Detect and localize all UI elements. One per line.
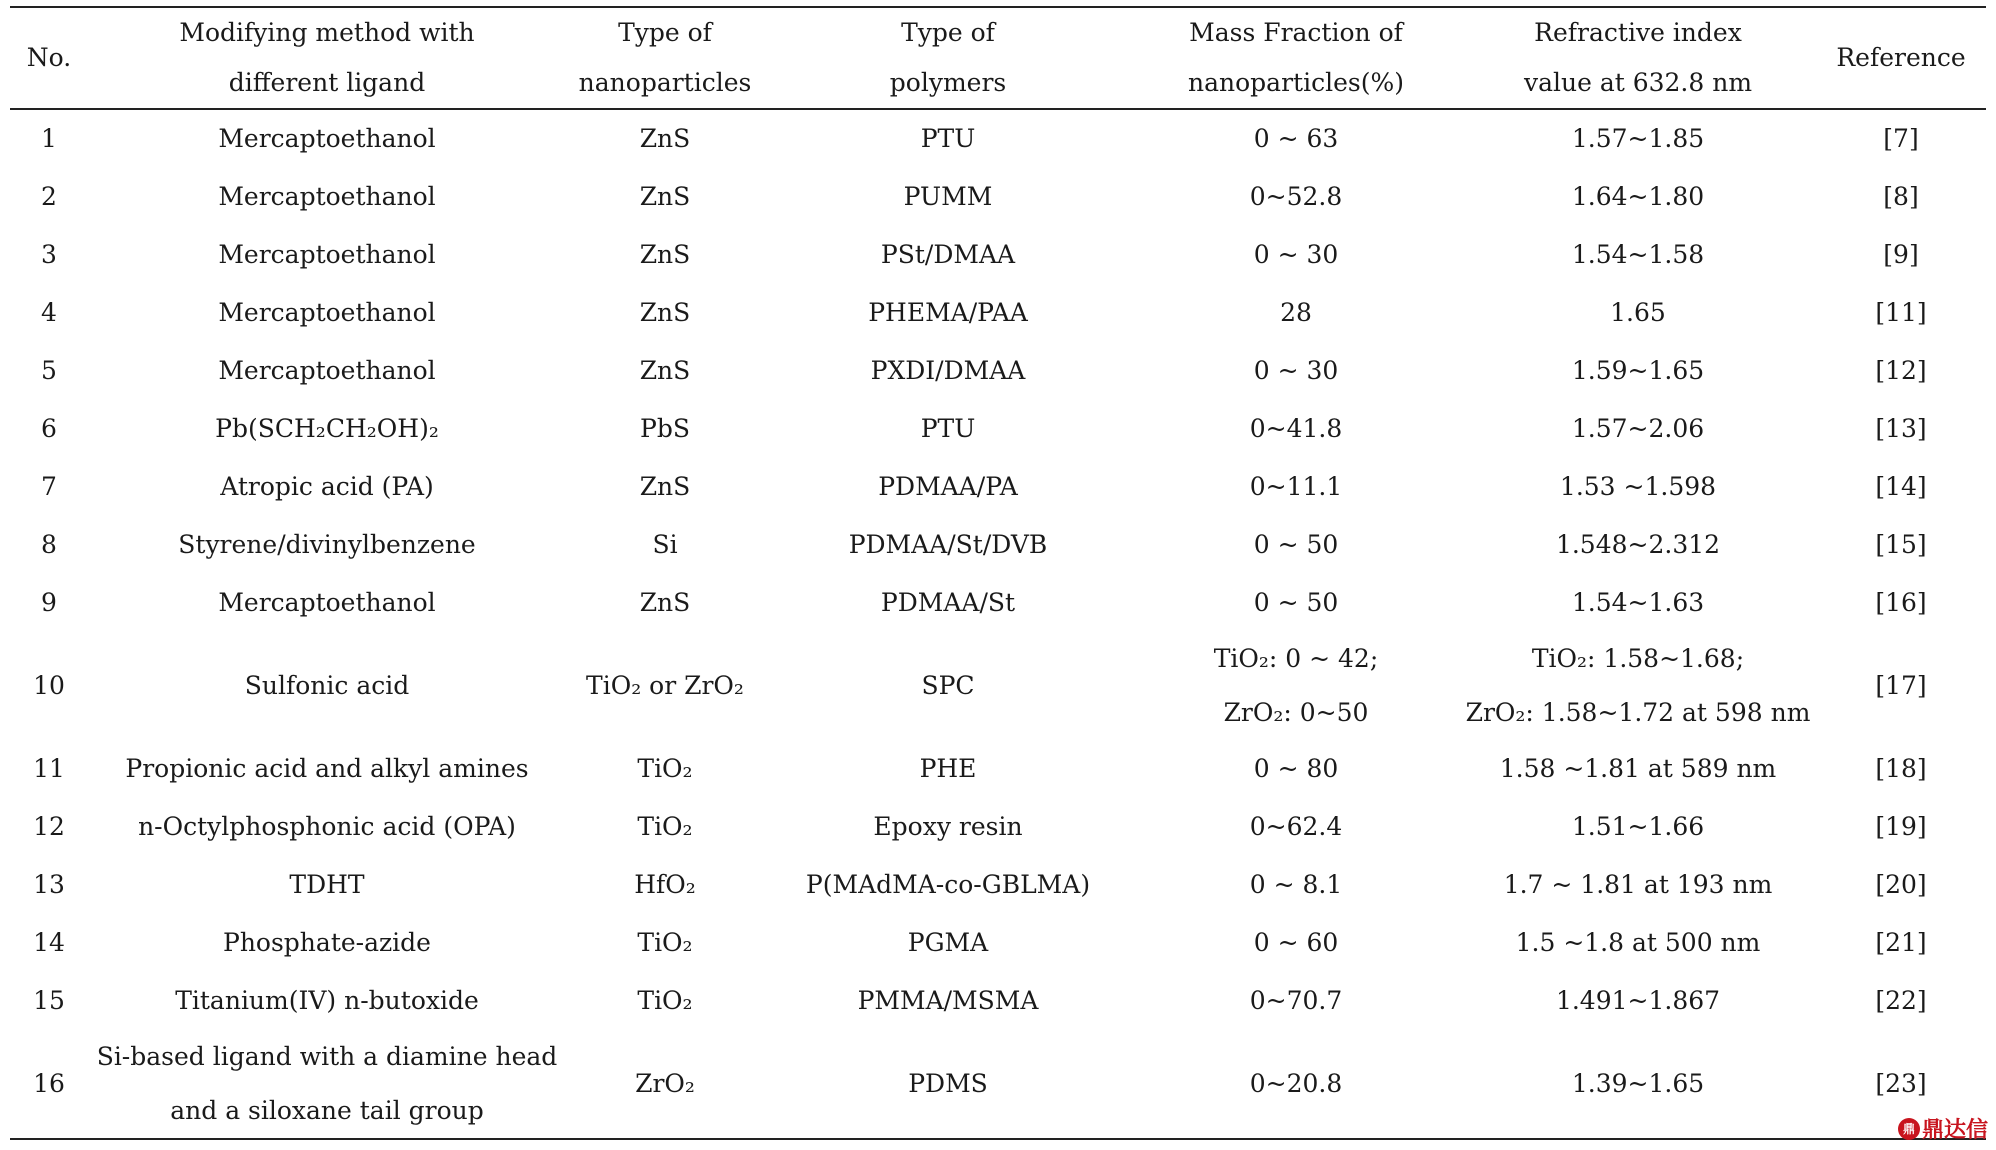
cell-polymer-type-line: PDMAA/St/DVB bbox=[848, 530, 1048, 559]
cell-polymer-type-line: P(MAdMA-co-GBLMA) bbox=[805, 870, 1091, 899]
cell-no: 8 bbox=[41, 530, 57, 559]
header-mass-fraction-line: nanoparticles(%) bbox=[1188, 68, 1404, 97]
cell-modifying-method-line: Sulfonic acid bbox=[244, 671, 410, 700]
cell-modifying-method bbox=[88, 109, 566, 168]
cell-polymer-type-line: PHEMA/PAA bbox=[868, 298, 1028, 327]
cell-polymer-type-line: PUMM bbox=[903, 182, 993, 211]
cell-modifying-method bbox=[88, 856, 566, 914]
table-row bbox=[10, 1030, 1986, 1139]
cell-no: 13 bbox=[33, 870, 65, 899]
cell-refractive-index bbox=[1460, 168, 1816, 226]
header-nanoparticle-type bbox=[566, 7, 764, 109]
cell-polymer-type-line: PGMA bbox=[907, 928, 989, 957]
cell-nanoparticle-type-line: PbS bbox=[640, 414, 690, 443]
cell-nanoparticle-type-line: ZrO₂ bbox=[635, 1069, 695, 1098]
header-reference bbox=[1816, 7, 1986, 109]
cell-modifying-method-line: Mercaptoethanol bbox=[218, 182, 436, 211]
header-refractive-index-line: value at 632.8 nm bbox=[1523, 68, 1753, 97]
cell-mass-fraction-line: 0 ~ 30 bbox=[1253, 240, 1339, 269]
cell-reference: [8] bbox=[1883, 182, 1919, 211]
cell-modifying-method bbox=[88, 798, 566, 856]
cell-modifying-method bbox=[88, 574, 566, 632]
cell-mass-fraction bbox=[1132, 914, 1460, 972]
cell-reference: [13] bbox=[1875, 414, 1927, 443]
cell-modifying-method-line: and a siloxane tail group bbox=[170, 1096, 484, 1125]
cell-reference: [9] bbox=[1883, 240, 1919, 269]
cell-mass-fraction-line: 0 ~ 50 bbox=[1253, 588, 1339, 617]
cell-mass-fraction-line: ZrO₂: 0~50 bbox=[1223, 698, 1369, 727]
cell-nanoparticle-type-line: Si bbox=[652, 530, 678, 559]
cell-nanoparticle-type bbox=[566, 342, 764, 400]
cell-no: 15 bbox=[33, 986, 65, 1015]
cell-modifying-method bbox=[88, 632, 566, 740]
cell-modifying-method bbox=[88, 458, 566, 516]
header-polymer-type-line: polymers bbox=[889, 68, 1007, 97]
cell-polymer-type bbox=[764, 168, 1132, 226]
header-reference-line: Reference bbox=[1836, 43, 1966, 72]
cell-refractive-index-line: 1.491~1.867 bbox=[1555, 986, 1721, 1015]
header-nanoparticle-type-line: Type of bbox=[618, 18, 712, 47]
cell-modifying-method-line: Atropic acid (PA) bbox=[220, 472, 434, 501]
cell-modifying-method bbox=[88, 342, 566, 400]
cell-mass-fraction-line: 0~11.1 bbox=[1249, 472, 1343, 501]
cell-modifying-method-line: Si-based ligand with a diamine head bbox=[96, 1042, 558, 1071]
cell-refractive-index bbox=[1460, 109, 1816, 168]
cell-modifying-method bbox=[88, 1030, 566, 1139]
cell-refractive-index-line: 1.59~1.65 bbox=[1571, 356, 1705, 385]
cell-mass-fraction bbox=[1132, 856, 1460, 914]
cell-refractive-index bbox=[1460, 574, 1816, 632]
cell-modifying-method bbox=[88, 972, 566, 1030]
cell-refractive-index bbox=[1460, 284, 1816, 342]
cell-modifying-method-line: Mercaptoethanol bbox=[218, 124, 436, 153]
cell-polymer-type bbox=[764, 458, 1132, 516]
cell-mass-fraction-line: 0~41.8 bbox=[1249, 414, 1343, 443]
table-row bbox=[10, 342, 1986, 400]
cell-nanoparticle-type-line: TiO₂ or ZrO₂ bbox=[586, 671, 744, 700]
cell-mass-fraction-line: 0~70.7 bbox=[1249, 986, 1343, 1015]
cell-polymer-type bbox=[764, 516, 1132, 574]
header-polymer-type-line: Type of bbox=[901, 18, 995, 47]
cell-reference: [23] bbox=[1875, 1069, 1927, 1098]
cell-nanoparticle-type-line: TiO₂ bbox=[637, 928, 693, 957]
cell-polymer-type-line: PDMS bbox=[908, 1069, 988, 1098]
cell-modifying-method bbox=[88, 740, 566, 798]
table-row bbox=[10, 856, 1986, 914]
cell-polymer-type bbox=[764, 856, 1132, 914]
cell-mass-fraction-line: TiO₂: 0 ~ 42; bbox=[1213, 644, 1379, 673]
table-row bbox=[10, 168, 1986, 226]
header-nanoparticle-type-line: nanoparticles bbox=[578, 68, 752, 97]
cell-reference: [17] bbox=[1875, 671, 1927, 700]
cell-modifying-method bbox=[88, 516, 566, 574]
cell-refractive-index-line: 1.51~1.66 bbox=[1571, 812, 1705, 841]
cell-mass-fraction bbox=[1132, 342, 1460, 400]
cell-reference: [12] bbox=[1875, 356, 1927, 385]
cell-nanoparticle-type bbox=[566, 632, 764, 740]
header-refractive-index-line: Refractive index bbox=[1534, 18, 1742, 47]
cell-refractive-index-line: 1.7 ~ 1.81 at 193 nm bbox=[1503, 870, 1773, 899]
cell-no: 3 bbox=[41, 240, 57, 269]
watermark bbox=[1898, 1113, 1988, 1144]
cell-mass-fraction-line: 0~52.8 bbox=[1249, 182, 1343, 211]
cell-polymer-type-line: SPC bbox=[921, 671, 975, 700]
cell-mass-fraction bbox=[1132, 458, 1460, 516]
cell-no: 11 bbox=[33, 754, 65, 783]
cell-mass-fraction-line: 28 bbox=[1280, 298, 1312, 327]
cell-nanoparticle-type-line: ZnS bbox=[639, 588, 691, 617]
cell-mass-fraction bbox=[1132, 798, 1460, 856]
cell-refractive-index bbox=[1460, 226, 1816, 284]
cell-modifying-method-line: Pb(SCH₂CH₂OH)₂ bbox=[215, 414, 439, 443]
cell-mass-fraction bbox=[1132, 516, 1460, 574]
cell-polymer-type bbox=[764, 342, 1132, 400]
cell-polymer-type-line: PDMAA/PA bbox=[878, 472, 1018, 501]
cell-polymer-type bbox=[764, 632, 1132, 740]
table-header-row bbox=[10, 7, 1986, 109]
cell-mass-fraction bbox=[1132, 740, 1460, 798]
cell-mass-fraction bbox=[1132, 972, 1460, 1030]
cell-polymer-type bbox=[764, 574, 1132, 632]
table-row bbox=[10, 632, 1986, 740]
header-no bbox=[10, 7, 88, 109]
cell-nanoparticle-type bbox=[566, 400, 764, 458]
cell-no: 9 bbox=[41, 588, 57, 617]
header-modifying-method-line: Modifying method with bbox=[179, 18, 475, 47]
cell-refractive-index bbox=[1460, 516, 1816, 574]
cell-refractive-index bbox=[1460, 342, 1816, 400]
cell-polymer-type bbox=[764, 972, 1132, 1030]
watermark-text: 鼎达信 bbox=[1921, 1118, 1988, 1143]
cell-mass-fraction bbox=[1132, 109, 1460, 168]
cell-polymer-type-line: PTU bbox=[920, 124, 976, 153]
cell-polymer-type bbox=[764, 226, 1132, 284]
cell-modifying-method-line: Mercaptoethanol bbox=[218, 588, 436, 617]
cell-polymer-type bbox=[764, 109, 1132, 168]
cell-polymer-type bbox=[764, 400, 1132, 458]
cell-nanoparticle-type bbox=[566, 458, 764, 516]
cell-modifying-method-line: Styrene/divinylbenzene bbox=[178, 530, 476, 559]
cell-nanoparticle-type bbox=[566, 740, 764, 798]
cell-polymer-type bbox=[764, 1030, 1132, 1139]
cell-reference: [19] bbox=[1875, 812, 1927, 841]
cell-modifying-method-line: Phosphate-azide bbox=[223, 928, 431, 957]
cell-modifying-method-line: Mercaptoethanol bbox=[218, 240, 436, 269]
cell-modifying-method-line: Mercaptoethanol bbox=[218, 298, 436, 327]
cell-modifying-method bbox=[88, 168, 566, 226]
cell-no: 7 bbox=[41, 472, 57, 501]
cell-refractive-index-line: TiO₂: 1.58~1.68; bbox=[1531, 644, 1745, 673]
cell-nanoparticle-type bbox=[566, 284, 764, 342]
cell-nanoparticle-type-line: HfO₂ bbox=[634, 870, 696, 899]
cell-no: 6 bbox=[41, 414, 57, 443]
cell-reference: [15] bbox=[1875, 530, 1927, 559]
cell-nanoparticle-type-line: ZnS bbox=[639, 356, 691, 385]
cell-mass-fraction-line: 0 ~ 8.1 bbox=[1249, 870, 1343, 899]
cell-refractive-index bbox=[1460, 458, 1816, 516]
cell-nanoparticle-type-line: ZnS bbox=[639, 472, 691, 501]
cell-refractive-index bbox=[1460, 740, 1816, 798]
header-mass-fraction-line: Mass Fraction of bbox=[1189, 18, 1403, 47]
cell-no: 10 bbox=[33, 671, 65, 700]
cell-no: 14 bbox=[33, 928, 65, 957]
cell-nanoparticle-type-line: ZnS bbox=[639, 298, 691, 327]
cell-polymer-type bbox=[764, 914, 1132, 972]
cell-nanoparticle-type bbox=[566, 856, 764, 914]
cell-refractive-index-line: ZrO₂: 1.58~1.72 at 598 nm bbox=[1465, 698, 1811, 727]
cell-nanoparticle-type bbox=[566, 914, 764, 972]
table-row bbox=[10, 574, 1986, 632]
cell-modifying-method-line: Propionic acid and alkyl amines bbox=[125, 754, 529, 783]
cell-no: 4 bbox=[41, 298, 57, 327]
cell-polymer-type-line: PSt/DMAA bbox=[880, 240, 1016, 269]
cell-modifying-method bbox=[88, 284, 566, 342]
header-modifying-method bbox=[88, 7, 566, 109]
cell-refractive-index-line: 1.57~2.06 bbox=[1571, 414, 1705, 443]
cell-nanoparticle-type-line: ZnS bbox=[639, 182, 691, 211]
cell-nanoparticle-type-line: TiO₂ bbox=[637, 754, 693, 783]
header-mass-fraction bbox=[1132, 7, 1460, 109]
cell-reference: [7] bbox=[1883, 124, 1919, 153]
cell-mass-fraction bbox=[1132, 1030, 1460, 1139]
cell-modifying-method-line: TDHT bbox=[289, 870, 365, 899]
cell-mass-fraction bbox=[1132, 168, 1460, 226]
cell-polymer-type bbox=[764, 740, 1132, 798]
cell-polymer-type-line: PMMA/MSMA bbox=[857, 986, 1039, 1015]
cell-refractive-index-line: 1.65 bbox=[1610, 298, 1666, 327]
cell-mass-fraction-line: 0 ~ 30 bbox=[1253, 356, 1339, 385]
header-polymer-type bbox=[764, 7, 1132, 109]
cell-nanoparticle-type bbox=[566, 168, 764, 226]
cell-polymer-type-line: Epoxy resin bbox=[873, 812, 1023, 841]
nanocomposite-table bbox=[10, 6, 1986, 1140]
table-row bbox=[10, 914, 1986, 972]
table-row bbox=[10, 226, 1986, 284]
table-row bbox=[10, 740, 1986, 798]
cell-nanoparticle-type bbox=[566, 226, 764, 284]
cell-refractive-index bbox=[1460, 798, 1816, 856]
cell-mass-fraction-line: 0 ~ 50 bbox=[1253, 530, 1339, 559]
watermark-logo-icon: 鼎 bbox=[1898, 1118, 1920, 1140]
cell-refractive-index-line: 1.548~2.312 bbox=[1555, 530, 1721, 559]
header-no-line: No. bbox=[26, 43, 72, 72]
cell-nanoparticle-type-line: ZnS bbox=[639, 124, 691, 153]
cell-reference: [11] bbox=[1875, 298, 1927, 327]
cell-refractive-index-line: 1.53 ~1.598 bbox=[1559, 472, 1717, 501]
cell-reference: [20] bbox=[1875, 870, 1927, 899]
cell-refractive-index bbox=[1460, 856, 1816, 914]
cell-no: 16 bbox=[33, 1069, 65, 1098]
cell-refractive-index bbox=[1460, 632, 1816, 740]
cell-modifying-method bbox=[88, 226, 566, 284]
cell-no: 1 bbox=[41, 124, 57, 153]
cell-modifying-method bbox=[88, 400, 566, 458]
table-body bbox=[10, 109, 1986, 1139]
cell-mass-fraction-line: 0~62.4 bbox=[1249, 812, 1343, 841]
cell-modifying-method-line: Titanium(IV) n-butoxide bbox=[175, 986, 479, 1015]
table-row bbox=[10, 400, 1986, 458]
table-row bbox=[10, 972, 1986, 1030]
cell-refractive-index-line: 1.39~1.65 bbox=[1571, 1069, 1705, 1098]
cell-nanoparticle-type bbox=[566, 516, 764, 574]
table-row bbox=[10, 458, 1986, 516]
cell-mass-fraction bbox=[1132, 400, 1460, 458]
cell-refractive-index-line: 1.5 ~1.8 at 500 nm bbox=[1515, 928, 1761, 957]
cell-reference: [22] bbox=[1875, 986, 1927, 1015]
cell-mass-fraction bbox=[1132, 574, 1460, 632]
cell-no: 5 bbox=[41, 356, 57, 385]
table-container bbox=[10, 6, 1986, 1140]
cell-nanoparticle-type-line: TiO₂ bbox=[637, 812, 693, 841]
table-row bbox=[10, 109, 1986, 168]
cell-nanoparticle-type bbox=[566, 574, 764, 632]
cell-refractive-index bbox=[1460, 1030, 1816, 1139]
cell-no: 12 bbox=[33, 812, 65, 841]
cell-mass-fraction-line: 0 ~ 60 bbox=[1253, 928, 1339, 957]
cell-refractive-index-line: 1.54~1.63 bbox=[1571, 588, 1705, 617]
cell-polymer-type bbox=[764, 798, 1132, 856]
cell-nanoparticle-type-line: TiO₂ bbox=[637, 986, 693, 1015]
cell-refractive-index bbox=[1460, 914, 1816, 972]
cell-polymer-type-line: PTU bbox=[920, 414, 976, 443]
cell-polymer-type-line: PDMAA/St bbox=[880, 588, 1016, 617]
table-row bbox=[10, 516, 1986, 574]
cell-nanoparticle-type bbox=[566, 1030, 764, 1139]
cell-polymer-type-line: PHE bbox=[919, 754, 977, 783]
cell-refractive-index-line: 1.58 ~1.81 at 589 nm bbox=[1499, 754, 1777, 783]
cell-refractive-index-line: 1.57~1.85 bbox=[1571, 124, 1705, 153]
cell-modifying-method bbox=[88, 914, 566, 972]
table-row bbox=[10, 798, 1986, 856]
cell-reference: [21] bbox=[1875, 928, 1927, 957]
cell-mass-fraction bbox=[1132, 284, 1460, 342]
cell-refractive-index bbox=[1460, 972, 1816, 1030]
cell-refractive-index-line: 1.64~1.80 bbox=[1571, 182, 1705, 211]
cell-mass-fraction bbox=[1132, 632, 1460, 740]
cell-nanoparticle-type bbox=[566, 109, 764, 168]
cell-refractive-index-line: 1.54~1.58 bbox=[1571, 240, 1705, 269]
cell-mass-fraction-line: 0 ~ 63 bbox=[1253, 124, 1339, 153]
header-refractive-index bbox=[1460, 7, 1816, 109]
cell-reference: [18] bbox=[1875, 754, 1927, 783]
cell-nanoparticle-type-line: ZnS bbox=[639, 240, 691, 269]
table-row bbox=[10, 284, 1986, 342]
cell-modifying-method-line: n-Octylphosphonic acid (OPA) bbox=[138, 812, 516, 841]
cell-mass-fraction bbox=[1132, 226, 1460, 284]
cell-polymer-type-line: PXDI/DMAA bbox=[870, 356, 1026, 385]
header-modifying-method-line: different ligand bbox=[228, 68, 426, 97]
cell-polymer-type bbox=[764, 284, 1132, 342]
cell-reference: [14] bbox=[1875, 472, 1927, 501]
cell-mass-fraction-line: 0~20.8 bbox=[1249, 1069, 1343, 1098]
cell-mass-fraction-line: 0 ~ 80 bbox=[1253, 754, 1339, 783]
cell-modifying-method-line: Mercaptoethanol bbox=[218, 356, 436, 385]
cell-refractive-index bbox=[1460, 400, 1816, 458]
cell-no: 2 bbox=[41, 182, 57, 211]
cell-nanoparticle-type bbox=[566, 798, 764, 856]
cell-reference: [16] bbox=[1875, 588, 1927, 617]
cell-nanoparticle-type bbox=[566, 972, 764, 1030]
